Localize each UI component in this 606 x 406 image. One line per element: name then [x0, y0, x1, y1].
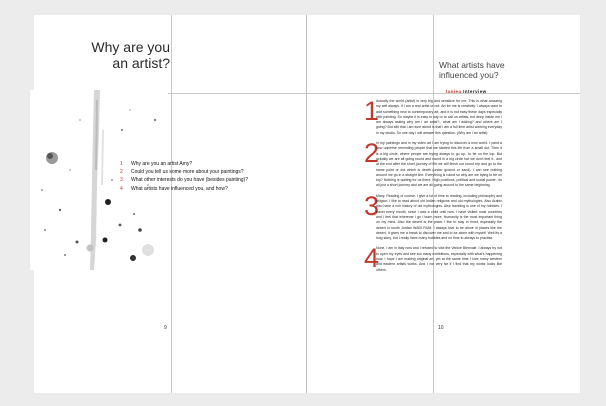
right-title-line2: influenced you? — [439, 70, 499, 80]
question-number: 3 — [120, 177, 123, 184]
right-page-title — [439, 60, 505, 80]
answer-text: None. I am in Italy now and I refused to visit the Venice Biennale. I always try not to open my eyes and see too many exhibitions, especially with what's happening now. I hope I am making original art, yet at the same time I love many western and eastern artists works. And I not very far if I find that my works looks like others. — [376, 246, 502, 272]
answer-number: 3 — [364, 190, 380, 221]
question-item — [120, 176, 248, 184]
answer-item — [364, 96, 502, 136]
question-number: 1 — [120, 161, 123, 167]
question-item — [120, 185, 248, 193]
answer-text: Many. Reading of course. I give a lot of time to reading, including philosophy and religion. I like to read about old Indian religions and old mythologies. Also Arabic also have a rich history of old mythologies. Also traveling is one of my hobbies. I travel every month, since I was a child until now. I have visited most countries and I feel that wherever I go I learn more. Humanity is the most important thing on my mind. Also the desert is the place I like to stay in most, especially the desert in south Jordan WADI RUM. I always love to be alone in places like the desert. It gives me a break to discover me and to be alone with myself. Well its a long story, but I really have many hobbies and no time to always to practise. — [376, 193, 502, 241]
gutter-divider — [306, 15, 307, 393]
answer-number: 4 — [364, 243, 380, 274]
guide-line — [171, 15, 172, 393]
answer-list — [364, 96, 502, 278]
section-tag — [446, 89, 487, 94]
right-title-line1: What artists have — [439, 60, 505, 70]
question-number: 4 — [120, 185, 123, 192]
answer-item — [364, 243, 502, 274]
question-text: What other interests do you have (besides painting)? — [131, 177, 249, 184]
answer-item — [364, 138, 502, 189]
left-page-title — [91, 39, 170, 71]
question-item — [120, 168, 248, 176]
left-title-line2: an artist? — [112, 55, 170, 71]
question-text: What artists have influenced you, and how? — [131, 185, 228, 192]
answer-number: 2 — [364, 138, 380, 169]
section-tag-label: Interview — [463, 89, 487, 94]
answer-text: Actually the world (artist) is very big and sensitive for me. This is what amazing my self always. If I am a real artist or not. Art for me is creativity. I always want to add something new to contemporary art, and it is not easy these days especially with painting. So maybe it is easy to say or to call us artists, but deep inside me I am always asking why am I an artist?.. what am I adding? and where am I going? But still that I am sure about is that I am a full time artist working everyday in my studio. So one day I will answer this question. (Why am I an artist) — [376, 99, 502, 135]
left-title-line1: Why are you — [91, 39, 170, 55]
page-number-left: 9 — [164, 325, 167, 331]
section-tag-name: Ianiea — [446, 89, 462, 94]
question-number: 2 — [120, 169, 123, 176]
question-text: Why are you an artist Amy? — [131, 161, 193, 167]
answer-number: 1 — [364, 96, 380, 126]
question-text: Could you tell us some more about your paintings? — [131, 169, 244, 176]
question-list — [120, 160, 248, 193]
answer-item — [364, 190, 502, 242]
answer-text: In my paintings and in my video art I am trying to discover a new world. I paint a new universe reminding people that we started this life from a small dot. Then it is a big circle, where people are trying always to go up.. to be on the top. But actually we are all going round and round in a big circle but we don't feel it.. and at the end after the short journey of life we will finish our round trip and go to the same point or dot which is death (under ground or sand). I can see nothing around me go in a straight line. Everything is round so why are we trying to be on top? Nothing is waiting for us there. High positions, political and social power.. its all just a short journey and we are all going around to the same beginning. — [376, 141, 502, 188]
question-item — [120, 160, 248, 168]
page-number-right: 10 — [438, 325, 444, 331]
